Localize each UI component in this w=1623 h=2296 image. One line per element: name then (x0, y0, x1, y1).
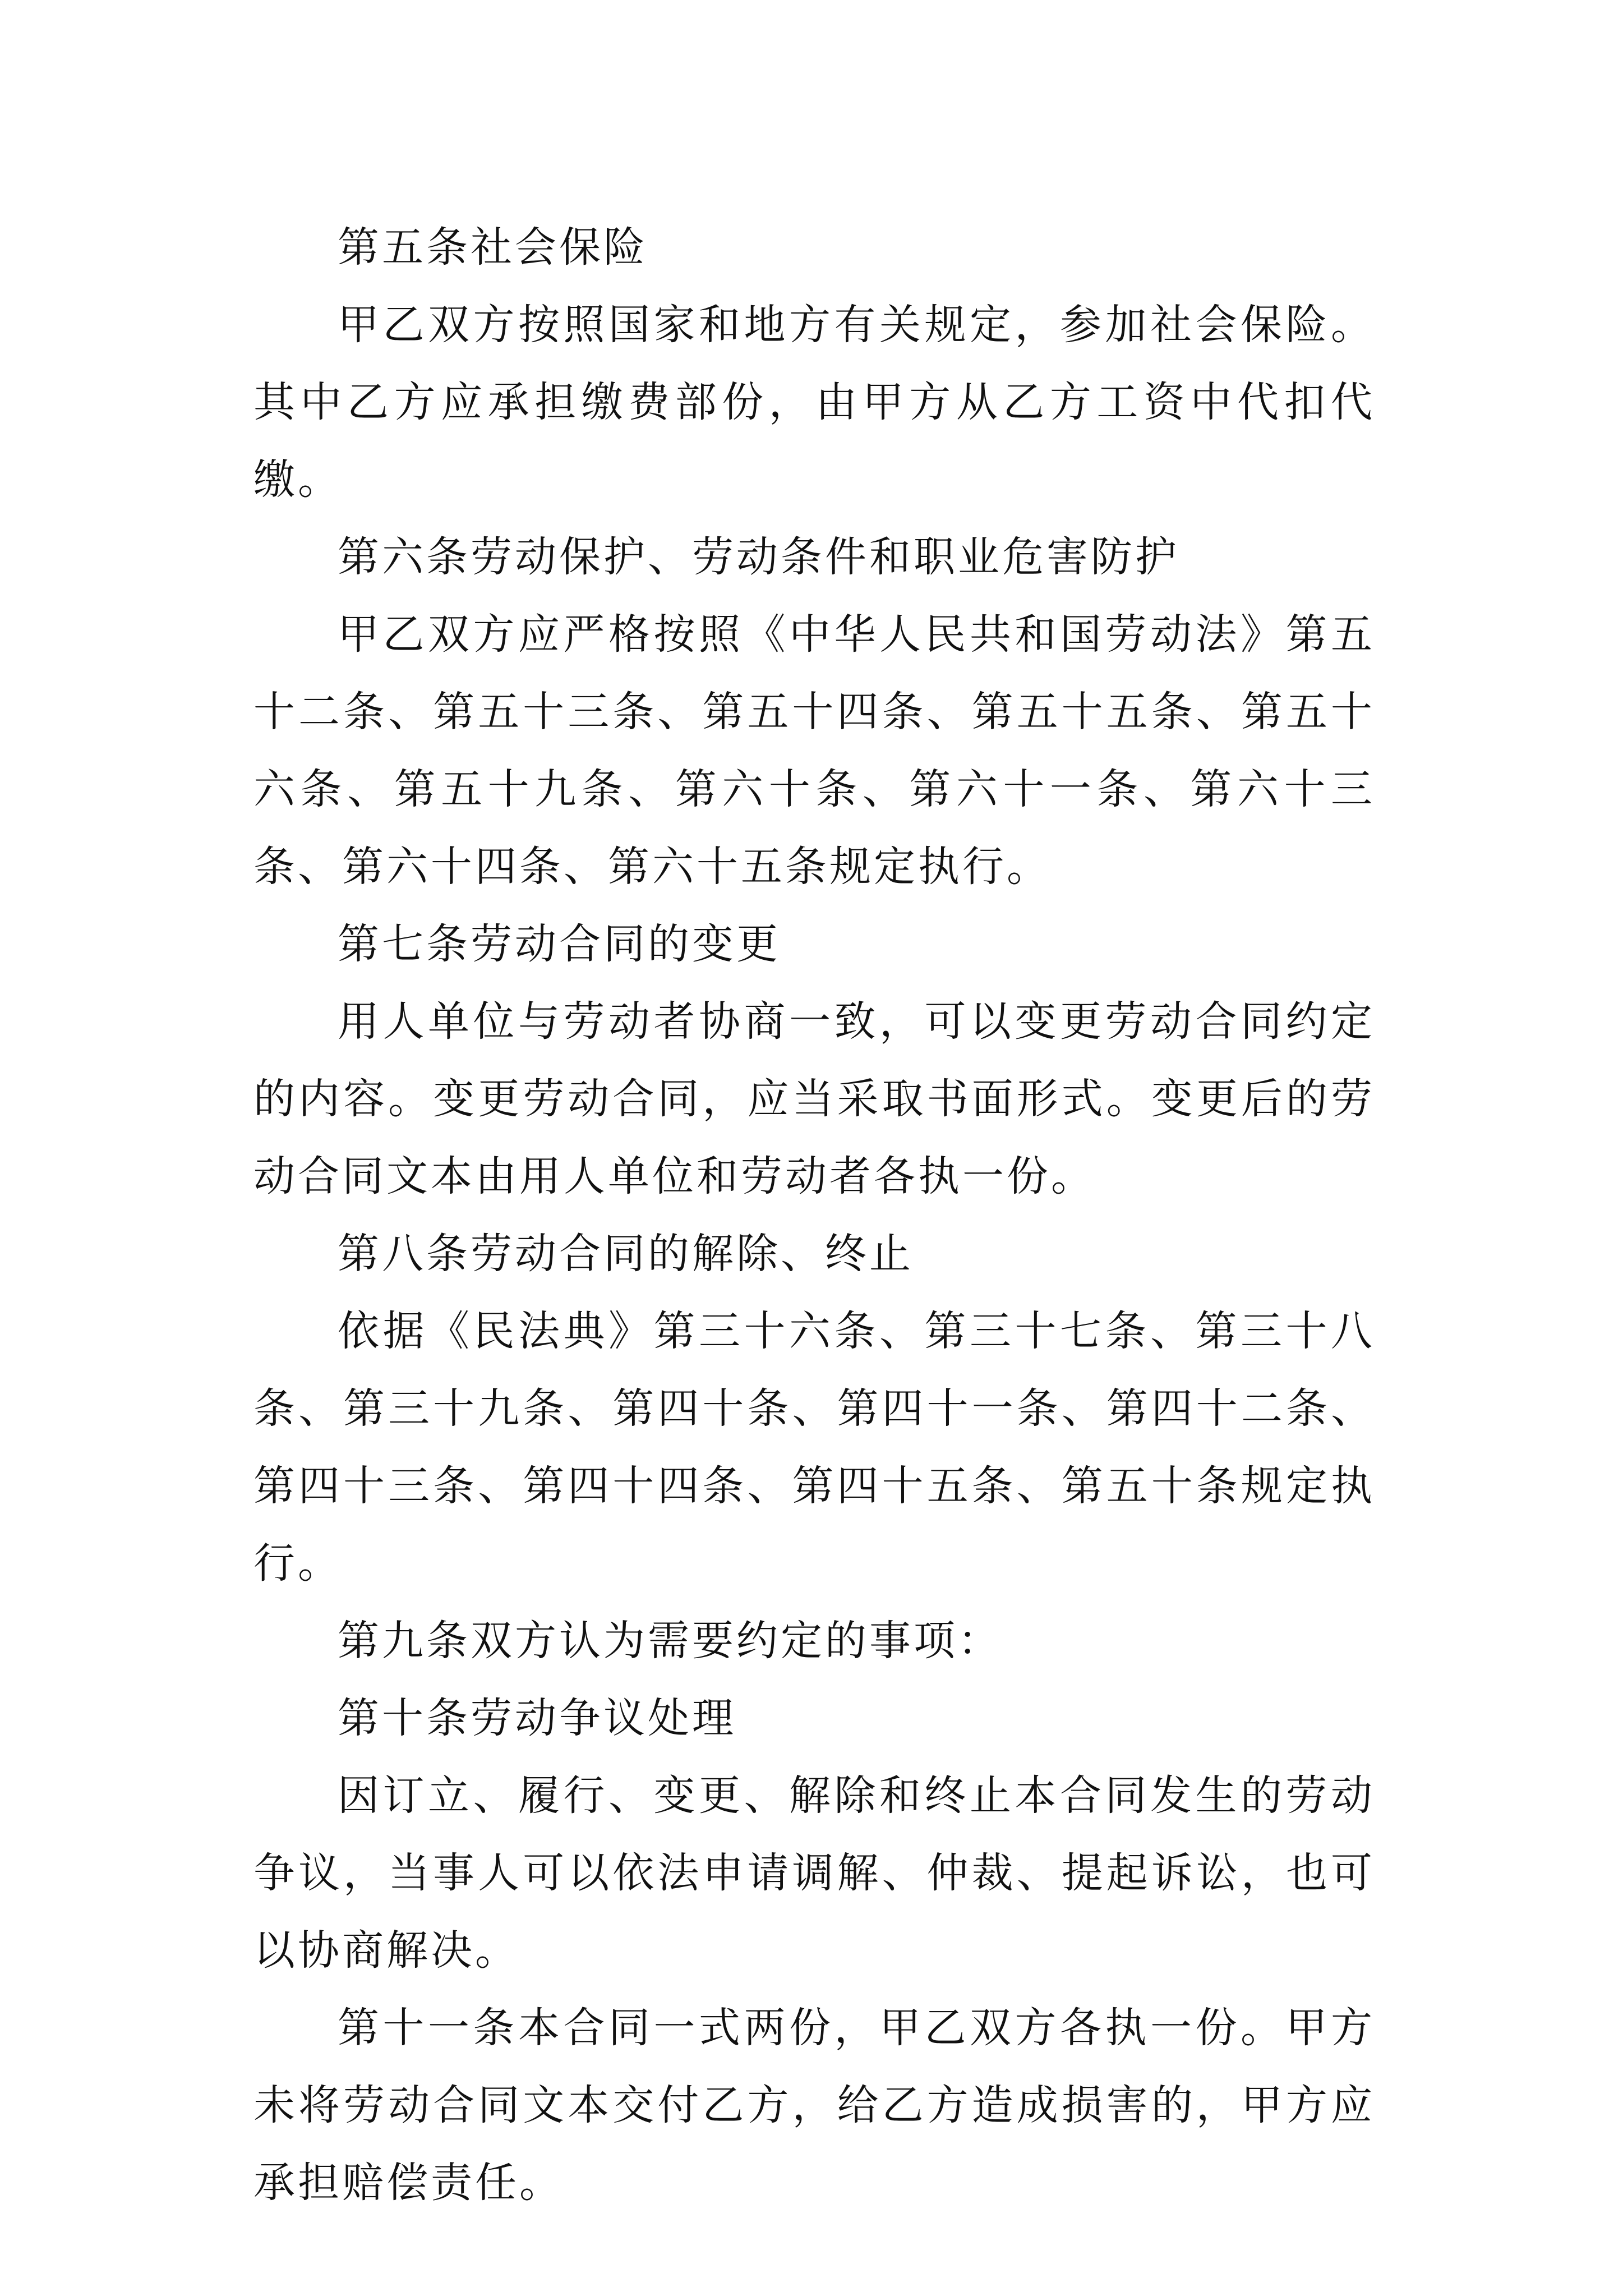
section-heading-article-6: 第六条劳动保护、劳动条件和职业危害防护 (338, 533, 1179, 581)
section-heading-article-9: 第九条双方认为需要约定的事项： (338, 1617, 1002, 1665)
section-heading-article-8: 第八条劳动合同的解除、终止 (338, 1230, 914, 1278)
section-body-article-5: 甲乙双方按照国家和地方有关规定，参加社会保险。其中乙方应承担缴费部份，由甲方从乙方工资中代扣代缴。 (253, 301, 1375, 504)
section-heading-article-10: 第十条劳动争议处理 (338, 1694, 736, 1742)
section-body-article-7: 用人单位与劳动者协商一致，可以变更劳动合同约定的内容。变更劳动合同，应当采取书面形式。变更后的劳动合同文本由用人单位和劳动者各执一份。 (253, 997, 1375, 1200)
document-body (253, 209, 1375, 2221)
section-heading-article-5: 第五条社会保险 (338, 223, 648, 272)
section-body-article-11: 第十一条本合同一式两份，甲乙双方各执一份。甲方未将劳动合同文本交付乙方，给乙方造成损害的，甲方应承担赔偿责任。 (253, 2004, 1375, 2207)
section-body-article-6: 甲乙双方应严格按照《中华人民共和国劳动法》第五十二条、第五十三条、第五十四条、第五十五条、第五十六条、第五十九条、第六十条、第六十一条、第六十三条、第六十四条、第六十五条规定执行。 (253, 610, 1375, 891)
section-body-article-8: 依据《民法典》第三十六条、第三十七条、第三十八条、第三十九条、第四十条、第四十一条、第四十二条、第四十三条、第四十四条、第四十五条、第五十条规定执行。 (253, 1307, 1375, 1588)
section-heading-article-7: 第七条劳动合同的变更 (338, 920, 781, 968)
section-body-article-10: 因订立、履行、变更、解除和终止本合同发生的劳动争议，当事人可以依法申请调解、仲裁、提起诉讼，也可以协商解决。 (253, 1772, 1375, 1975)
